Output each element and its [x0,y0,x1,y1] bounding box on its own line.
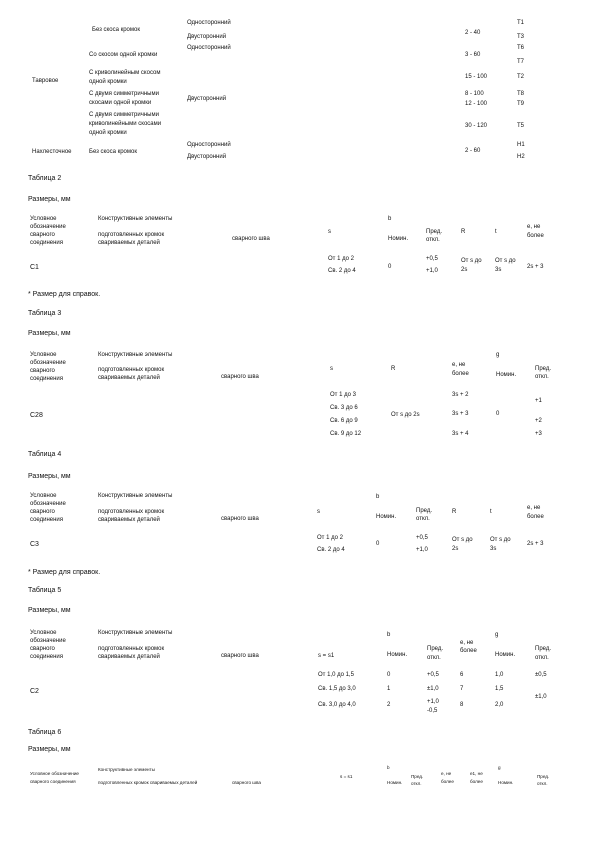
header-prep: свариваемых деталей [98,654,160,660]
cell-b-nom: 0 [376,541,380,547]
header-construct: Конструктивные элементы [98,630,173,636]
header-cond: Условное [30,630,57,636]
cell-b-dev: +1,0 [416,547,428,553]
side-one: Односторонний [187,142,231,148]
header-construct: Конструктивные элементы [98,767,155,772]
cell-s: Св. 2 до 4 [328,268,356,274]
cell-s: От 1 до 2 [328,256,354,262]
header-nomin: Номин. [387,652,408,658]
footnote: * Размер для справок. [28,291,101,298]
cell-g: 1,5 [495,686,504,692]
code: Т2 [517,74,525,80]
header-g: g [498,765,501,770]
header-pred: Пред. [535,366,552,372]
cell-t: От s до [490,537,511,543]
header-e: е, не [452,362,466,368]
dimensions-unit: Размеры, мм [28,607,71,614]
header-construct: Конструктивные элементы [98,216,173,222]
cell-b-nom: 0 [387,672,391,678]
header-s: s = s1 [340,774,353,779]
header-cond: Условное [30,352,57,358]
header-construct: Конструктивные элементы [98,493,173,499]
side-one: Односторонний [187,20,231,26]
dimensions-unit: Размеры, мм [28,196,71,203]
header-cond: Условное [30,216,57,222]
header-prep: свариваемых деталей [98,375,160,381]
header-s: s = s1 [318,653,335,659]
header-b: b [387,765,390,770]
side-two: Двусторонний [187,96,227,102]
code: Т5 [517,123,525,129]
header-e: е, не [460,640,474,646]
header-t: t [495,229,497,235]
cell-e: 3s + 4 [452,431,469,437]
header-e: более [460,648,477,654]
header-s: s [317,509,320,515]
thickness-range: 15 - 100 [465,74,488,80]
header-b: b [387,632,391,638]
table-caption: Таблица 3 [28,310,62,317]
header-e: более [527,233,544,239]
header-construct: Конструктивные элементы [98,352,173,358]
cell-g-dev: +1 [535,398,542,404]
cell-R: От s до [452,537,473,543]
prep-one-bevel: Со скосом одной кромки [89,52,158,58]
cell-e: 3s + 2 [452,392,469,398]
header-weld: сварного шва [221,374,259,380]
dimensions-unit: Размеры, мм [28,746,71,753]
header-e: более [441,779,454,784]
code: Т9 [517,101,525,107]
header-cond: Условное [30,493,57,499]
cell-e: 2s + 3 [527,541,544,547]
thickness-range: 8 - 100 [465,91,484,97]
header-g: g [496,352,500,358]
header-pred: Пред. [427,646,444,652]
header-cond: сварного [30,646,55,652]
cell-b-nom: 2 [387,702,391,708]
header-pred: откл. [535,374,549,380]
header-s: s [328,229,331,235]
cell-t: 3s [495,267,502,273]
footnote: * Размер для справок. [28,569,101,576]
header-cond: соединения [30,517,64,523]
header-pred: откл. [411,781,422,786]
cell-b-nom: 0 [388,264,392,270]
header-pred: Пред. [416,508,433,514]
header-cond: обозначение [30,360,66,366]
header-weld: сварного шва [232,236,270,242]
header-nomin: Номин. [496,372,517,378]
header-prep: подготовленных кромок [98,509,165,515]
header-nomin: Номин. [376,514,397,520]
code: Т3 [517,34,525,40]
cell-R: 2s [452,546,459,552]
cell-s: Св. 2 до 4 [317,547,345,553]
joint-type-tee: Тавровое [32,78,59,84]
cell-g-dev: +2 [535,418,542,424]
header-prep: подготовленных кромок свариваемых деталей [98,780,198,785]
header-pred: Пред. [411,774,424,779]
code: Т7 [517,59,525,65]
header-prep: подготовленных кромок [98,232,165,238]
code: Т8 [517,91,525,97]
thickness-range: 2 - 60 [465,148,481,154]
cell-g: 1,0 [495,672,504,678]
header-cond: обозначение [30,224,66,230]
header-e: е, не [527,505,541,511]
cell-R: От s до [461,258,482,264]
header-R: R [452,509,457,515]
header-cond: сварного [30,232,55,238]
prep-curved-bevel: одной кромки [89,79,127,85]
prep-no-bevel: Без скоса кромок [92,27,140,33]
cell-e: 7 [460,686,464,692]
cell-s: Св. 3 до 6 [330,405,358,411]
header-e1: более [470,779,483,784]
header-weld: сварного шва [221,653,259,659]
header-e: более [452,371,469,377]
header-cond: соединения [30,376,64,382]
cell-g: 2,0 [495,702,504,708]
table-caption: Таблица 6 [28,729,62,736]
header-b: b [388,216,392,222]
header-cond: соединения [30,240,64,246]
cell-t: От s до [495,258,516,264]
header-pred: откл. [416,516,430,522]
header-weld: сварного шва [232,780,261,785]
side-two: Двусторонний [187,34,227,40]
header-pred: откл. [427,655,441,661]
thickness-range: 12 - 100 [465,101,488,107]
header-e: е, не [527,224,541,230]
joint-code: С2 [30,688,39,695]
side-two: Двусторонний [187,154,227,160]
header-cond: сварного [30,509,55,515]
header-g: g [495,632,499,638]
header-weld: сварного шва [221,516,259,522]
header-pred: Пред. [426,229,443,235]
dimensions-unit: Размеры, мм [28,330,71,337]
cell-s: Св. 9 до 12 [330,431,362,437]
prep-no-bevel: Без скоса кромок [89,149,137,155]
header-prep: подготовленных кромок [98,646,165,652]
header-pred: Пред. [535,646,552,652]
table-caption: Таблица 5 [28,587,62,594]
joint-code: С3 [30,541,39,548]
cell-b-dev: +0,5 [426,256,438,262]
prep-two-bevels: С двумя симметричными [89,91,159,97]
cell-t: 3s [490,546,497,552]
cell-e: 8 [460,702,464,708]
joint-code: С28 [30,412,43,419]
prep-two-curved: криволинейными скосами [89,121,162,127]
header-prep: свариваемых деталей [98,517,160,523]
cell-g-dev: +3 [535,431,542,437]
thickness-range: 3 - 60 [465,52,481,58]
cell-e: 3s + 3 [452,411,469,417]
side-one: Односторонний [187,45,231,51]
joint-code: С1 [30,264,39,271]
cell-b-nom: 1 [387,686,391,692]
cell-s: От 1 до 3 [330,392,356,398]
cell-b-dev: +1,0 [426,268,438,274]
header-pred: откл. [535,655,549,661]
cell-b-dev: -0,5 [427,708,438,714]
header-nomin: Номин. [498,780,514,785]
prep-two-curved: одной кромки [89,130,127,136]
header-R: R [391,366,396,372]
table-caption: Таблица 2 [28,175,62,182]
cell-R: 2s [461,267,468,273]
cell-e: 6 [460,672,464,678]
header-prep: свариваемых деталей [98,240,160,246]
cell-b-dev: +1,0 [427,699,439,705]
header-nomin: Номин. [495,652,516,658]
header-R: R [461,229,466,235]
header-nomin: Номин. [388,236,409,242]
header-cond: сварного [30,368,55,374]
joint-type-lap: Нахлесточное [32,149,72,155]
code: Т6 [517,45,525,51]
cell-e: 2s + 3 [527,264,544,270]
header-e: е, не [441,771,452,776]
cell-g-nom: 0 [496,411,500,417]
header-pred: Пред. [537,774,550,779]
header-cond: соединения [30,654,64,660]
cell-s: Св. 6 до 9 [330,418,358,424]
header-pred: откл. [426,237,440,243]
thickness-range: 30 - 120 [465,123,488,129]
header-t: t [490,509,492,515]
header-prep: подготовленных кромок [98,367,165,373]
header-pred: откл. [537,781,548,786]
cell-R: От s до 2s [391,412,420,418]
table-caption: Таблица 4 [28,451,62,458]
header-cond: обозначение [30,638,66,644]
cell-b-dev: +0,5 [427,672,439,678]
header-cond: Условное обозначение [30,771,79,776]
header-b: b [376,494,380,500]
header-cond: обозначение [30,501,66,507]
code: Н1 [517,142,525,148]
header-s: s [330,366,333,372]
cell-s: Св. 1,5 до 3,0 [318,686,356,692]
cell-b-dev: +0,5 [416,535,428,541]
header-nomin: Номин. [387,780,403,785]
cell-s: От 1 до 2 [317,535,343,541]
cell-s: От 1,0 до 1,5 [318,672,354,678]
header-cond: сварного соединения [30,779,76,784]
prep-curved-bevel: С криволинейным скосом [89,70,161,76]
header-e: более [527,514,544,520]
cell-g-dev: ±0,5 [535,672,547,678]
thickness-range: 2 - 40 [465,30,481,36]
header-e1: е1, не [470,771,483,776]
prep-two-bevels: скосами одной кромки [89,100,152,106]
cell-s: Св. 3,0 до 4,0 [318,702,356,708]
code: Н2 [517,154,525,160]
dimensions-unit: Размеры, мм [28,473,71,480]
cell-g-dev: ±1,0 [535,694,547,700]
code: Т1 [517,20,525,26]
cell-b-dev: ±1,0 [427,686,439,692]
prep-two-curved: С двумя симметричными [89,112,159,118]
